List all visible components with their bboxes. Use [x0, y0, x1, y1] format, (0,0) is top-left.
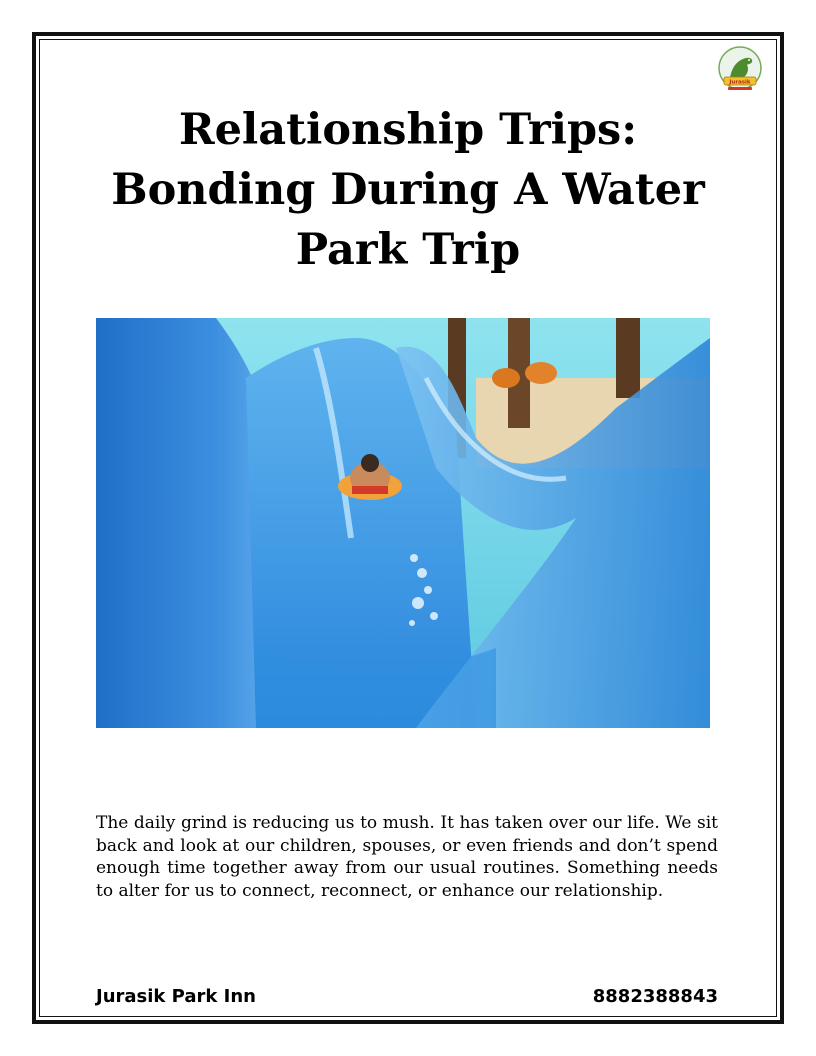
title-line-1: Relationship Trips:: [178, 105, 638, 155]
dinosaur-logo-icon: [716, 44, 764, 94]
title-line-2: Bonding During A Water: [111, 165, 705, 215]
footer-phone: 8882388843: [592, 985, 718, 1007]
footer-company: Jurasik Park Inn: [96, 985, 256, 1007]
title-line-3: Park Trip: [295, 225, 521, 275]
logo-text: Jurasik: [729, 79, 751, 86]
intro-paragraph: The daily grind is reducing us to mush. It has taken over our life. We sit back and look at our children, spouses, or even friends and don’t spend enough time together away from our usual routines. Something needs to alter for us to connect, reconnect, or enhance our relationship.: [96, 813, 718, 901]
page-title: [96, 100, 720, 280]
water-slide-image: [96, 318, 710, 728]
page-footer: [96, 983, 718, 1009]
